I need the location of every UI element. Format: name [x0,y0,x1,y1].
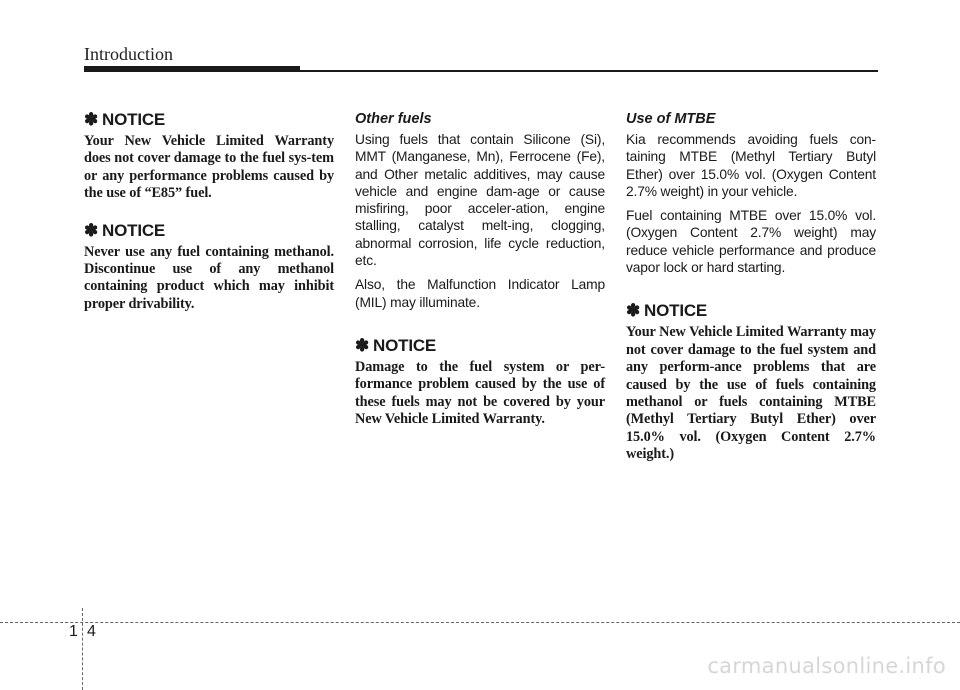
notice-heading [84,221,334,241]
page-number: 4 [87,623,96,640]
notice-body: Your New Vehicle Limited Warranty may not cover damage to the fuel system and any perform-ance problems that are caused by the use of fuels containing methanol or fuels containing MTBE (Methyl Tertiary Butyl Ether) over 15.0% vol. (Oxygen Content 2.7% weight.) [626,324,876,463]
notice-heading-label: NOTICE [102,220,166,240]
section-heading-other-fuels: Other fuels [355,111,432,127]
column-2 [355,110,605,443]
notice-heading-label: NOTICE [102,110,166,129]
header-rule-thick [84,66,300,72]
page-header-title: Introduction [84,44,173,64]
paragraph: Fuel containing MTBE over 15.0% vol. (Oxygen Content 2.7% weight) may reduce vehicle performance and produce vapor lock or hard starting. [626,208,876,276]
notice-star-icon: ✽ [355,335,370,355]
notice-star-icon: ✽ [626,301,641,321]
notice-body: Never use any fuel containing methanol. Discontinue use of any methanol containing product which may inhibit proper drivability. [84,243,334,312]
column-3 [626,110,876,478]
footer-dashed-rule [0,622,960,623]
spacer [355,318,605,336]
section-heading-use-of-mtbe: Use of MTBE [626,111,716,127]
notice-star-icon: ✽ [84,220,99,240]
spacer [626,283,876,301]
notice-heading [355,336,605,356]
notice-body: Damage to the fuel system or per-formance problem caused by the use of these fuels may not be covered by your New Vehicle Limited Warranty. [355,358,605,428]
section-number: 1 [69,623,78,640]
column-1 [84,110,334,327]
notice-heading [84,110,334,130]
watermark-text: carmanualsonline.info [707,654,946,678]
paragraph: Using fuels that contain Silicone (Si), MMT (Manganese, Mn), Ferrocene (Fe), and Other metalic additives, may cause vehicle and engine dam-age or cause misfiring, poor acceler-ation, engine stalling, catalyst melt-ing, clogging, abnormal corrosion, life cycle reduction, etc. [355,132,605,269]
footer-dashed-divider [82,608,83,690]
notice-body: Your New Vehicle Limited Warranty does not cover damage to the fuel sys-tem or any performance problems caused by the use of “E85” fuel. [84,133,334,202]
paragraph: Also, the Malfunction Indicator Lamp (MIL) may illuminate. [355,277,605,310]
notice-heading-label: NOTICE [373,335,437,355]
notice-heading [626,301,876,321]
paragraph: Kia recommends avoiding fuels con-taining MTBE (Methyl Tertiary Butyl Ether) over 15.0% vol. (Oxygen Content 2.7% weight) in your vehicle. [626,132,876,199]
notice-star-icon: ✽ [84,110,99,129]
header-rule-thin [300,70,878,72]
notice-heading-label: NOTICE [644,301,708,321]
